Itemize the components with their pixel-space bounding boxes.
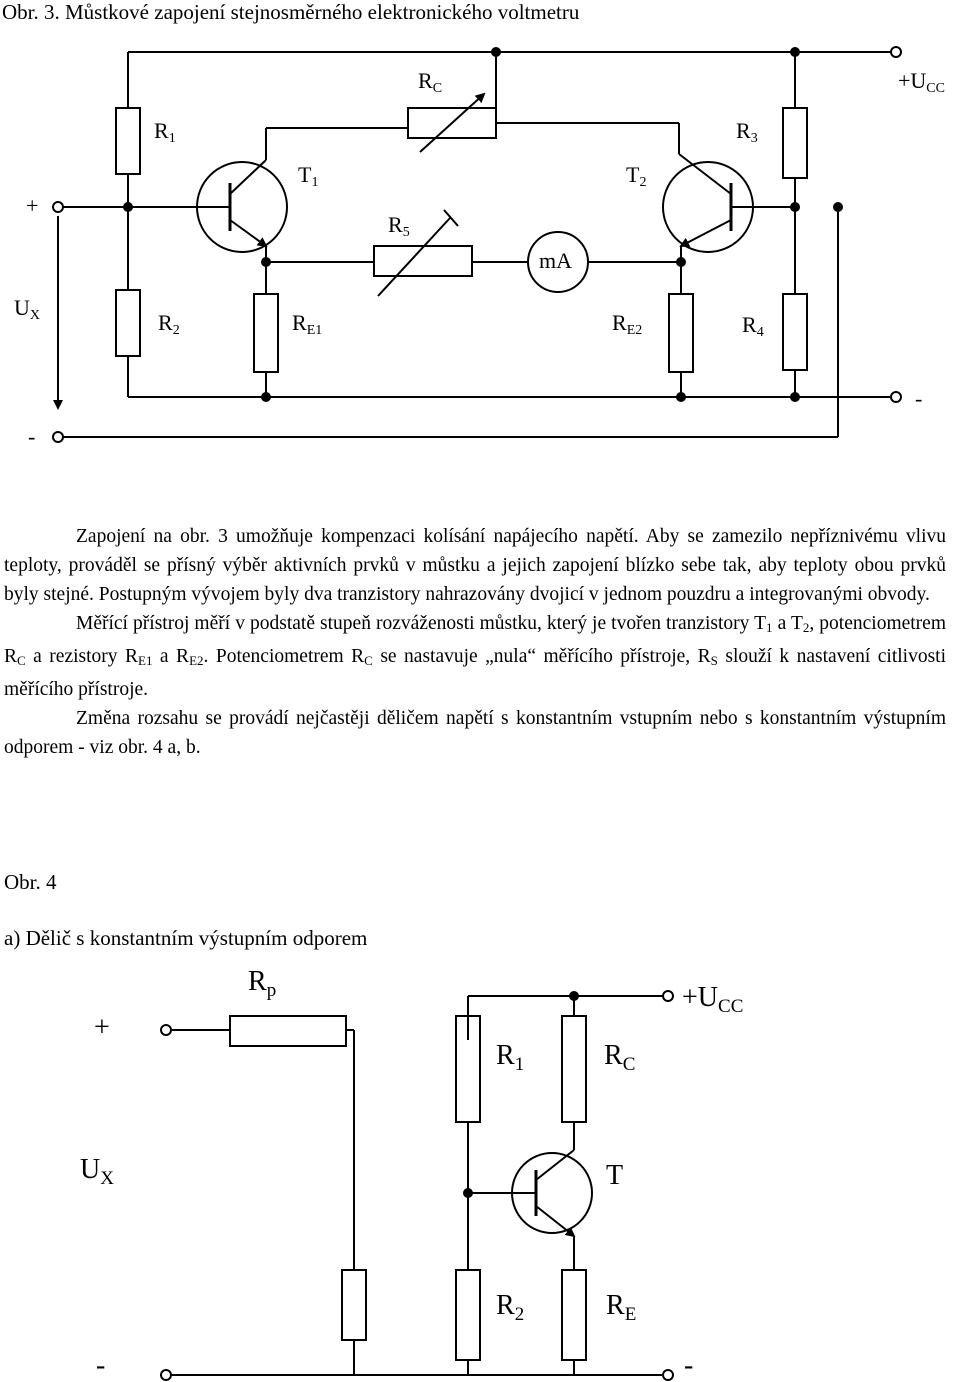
- resistor-re2: [669, 294, 693, 372]
- fig4-minus-left-terminal: [161, 1370, 171, 1380]
- resistor-re1: [254, 294, 278, 372]
- minus-input-terminal: [53, 432, 63, 442]
- label-r4: $R_4$: [742, 312, 764, 340]
- fig4-resistor-re: [562, 1270, 586, 1360]
- label-re2: $R_{E2}$: [612, 310, 643, 338]
- body-text: [4, 522, 946, 762]
- fig4-ucc-terminal: [663, 991, 673, 1001]
- fig4-label-rp: $R_p$: [248, 966, 277, 1001]
- label-ma: mA: [539, 248, 572, 273]
- figure-3-schematic: [0, 0, 960, 470]
- label-ucc: $+U_{CC}$: [898, 68, 945, 96]
- label-minus-right: -: [915, 386, 923, 411]
- fig4-label-rc: $R_C$: [604, 1040, 636, 1075]
- fig4-label-ux: $U_X$: [80, 1154, 114, 1189]
- fig4-label-re: $R_E$: [606, 1290, 637, 1325]
- paragraph-2: Měřící přístroj měří v podstatě stupeň rozváženosti můstku, který je tvořen tranzistory T1 a T2, potenciometrem RC a rezistory RE1 a RE2. Potenciometrem RC se nastavuje „nula“ měřícího přístroje, RS slouží k nastavení citlivosti měřícího přístroje.: [4, 613, 947, 700]
- fig4-label-t: T: [606, 1160, 624, 1191]
- resistor-r4: [783, 294, 807, 370]
- figure-4-caption: Obr. 4: [4, 870, 57, 894]
- label-minus-left: -: [28, 424, 36, 449]
- label-t1: $T_1$: [298, 162, 319, 190]
- label-t2: $T_2$: [626, 162, 647, 190]
- fig4-resistor-rp: [230, 1016, 346, 1046]
- fig4-minus-right-terminal: [663, 1370, 673, 1380]
- resistor-r2: [116, 290, 140, 356]
- fig4-plus-terminal: [161, 1025, 171, 1035]
- fig4-transistor-t: [512, 1153, 592, 1233]
- fig4-label-r2: $R_2$: [496, 1290, 525, 1325]
- label-plus: +: [26, 193, 39, 218]
- fig4-label-minus-left: -: [96, 1350, 106, 1381]
- paragraph-1: Zapojení na obr. 3 umožňuje kompenzaci kolísání napájecího napětí. Aby se zamezilo nepříznivému vlivu teploty, prováděl se přísný výběr aktivních prvků v můstku a jejich zapojení blízko sebe tak, aby teploty obou prvků byly stejné. Postupným vývojem byly dva tranzistory nahrazovány dvojicí v jednom pouzdru a integrovanými obvody.: [4, 526, 946, 605]
- label-r3: $R_3$: [736, 118, 758, 146]
- label-r1: $R_1$: [154, 118, 176, 146]
- fig4-label-plus: +: [94, 1012, 110, 1043]
- fig4-label-ucc: $+U_{CC}$: [682, 982, 744, 1017]
- fig4-resistor-rc: [562, 1016, 586, 1122]
- figure-3-caption: Obr. 3. Můstkové zapojení stejnosměrného elektronického voltmetru: [2, 0, 580, 24]
- label-re1: $R_{E1}$: [292, 310, 323, 338]
- resistor-r1: [116, 108, 140, 174]
- label-ux: $U_X$: [14, 295, 41, 323]
- paragraph-3: Změna rozsahu se provádí nejčastěji děličem napětí s konstantním vstupním nebo s konstantním výstupním odporem - viz obr. 4 a, b.: [4, 708, 946, 758]
- fig4-resistor-r1: [456, 1016, 480, 1122]
- label-rc: $R_C$: [418, 68, 443, 96]
- fig4-label-r1: $R_1$: [496, 1040, 525, 1075]
- resistor-r3: [783, 108, 807, 178]
- fig4-resistor-left: [342, 1270, 366, 1340]
- figure-4-subcaption: a) Dělič s konstantním výstupním odporem: [4, 926, 368, 950]
- rc-wiper-arrow: [420, 94, 484, 152]
- minus-right-terminal: [891, 392, 901, 402]
- resistor-r5: [374, 246, 472, 276]
- fig4-resistor-r2: [456, 1270, 480, 1360]
- plus-input-terminal: [53, 202, 63, 212]
- ucc-terminal: [891, 47, 901, 57]
- label-r5: $R_5$: [388, 212, 410, 240]
- label-r2: $R_2$: [158, 310, 180, 338]
- fig4-label-minus-right: -: [684, 1350, 694, 1381]
